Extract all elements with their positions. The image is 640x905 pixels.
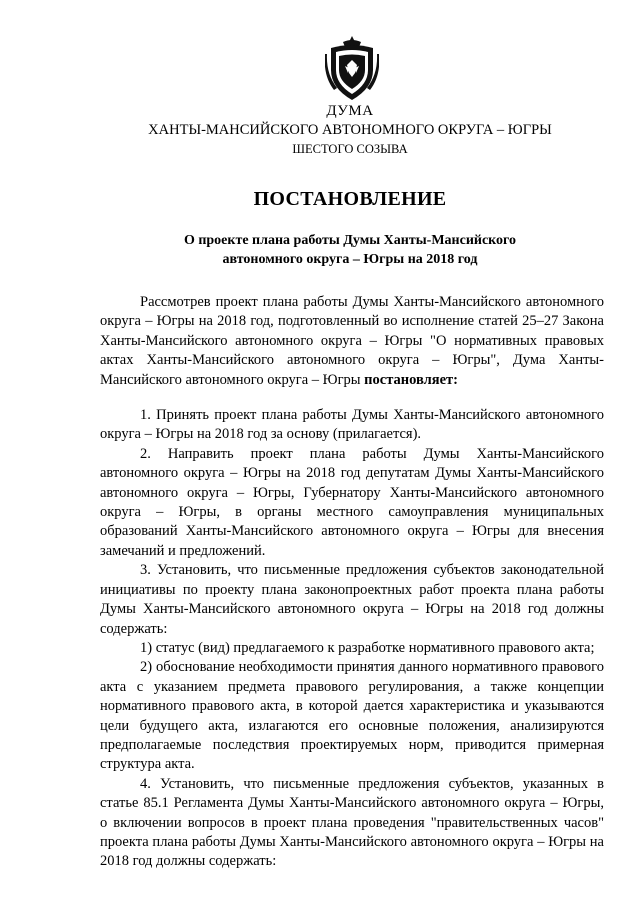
document-subject — [0, 231, 640, 269]
paragraph-1: 1. Принять проект плана работы Думы Ханты-Мансийского автономного округа – Югры на 2018 год за основу (прилагается). — [100, 407, 604, 443]
okrug-title: ХАНТЫ-МАНСИЙСКОГО АВТОНОМНОГО ОКРУГА – ЮГРЫ — [148, 122, 552, 138]
paragraph-2: 2. Направить проект плана работы Думы Ханты-Мансийского автономного округа – Югры на 2018 год депутатам Думы Ханты-Мансийского автономного округа – Югры, Губернатору Ханты-Мансийского автономного округа – Югры, в органы местного самоуправления муниципальных образований Ханты-Мансийского автономного округа – Югры для внесения замечаний и предложений. — [100, 445, 604, 559]
duma-title: ДУМА — [326, 103, 374, 119]
document-body — [100, 293, 604, 872]
convocation-title: ШЕСТОГО СОЗЫВА — [292, 142, 408, 156]
subject-line-2: автономного округа – Югры на 2018 год — [222, 252, 478, 267]
paragraph-3-item-1: 1) статус (вид) предлагаемого к разработке нормативного правового акта; — [140, 639, 595, 656]
preamble-text: Рассмотрев проект плана работы Думы Ханты-Мансийского автономного округа – Югры на 2018 год, подготовленный во исполнение статей 25–27 Закона Ханты-Мансийского автономного округа – Югры "О нормативных правовых актах Ханты-Мансийского автономного округа – Югры", Дума Ханты-Мансийского автономного округа – Югры — [100, 294, 604, 388]
paragraph-3: 3. Установить, что письменные предложения субъектов законодательной инициативы по проекту плана законопроектных работ проекта плана работы Думы Ханты-Мансийского автономного округа – Югры на 2018 год должны содержать: — [100, 562, 604, 637]
coat-of-arms-emblem — [325, 34, 379, 102]
document-type-heading: ПОСТАНОВЛЕНИЕ — [253, 188, 447, 210]
preamble-paragraph — [100, 293, 604, 390]
paragraph-3-item-2: 2) обоснование необходимости принятия данного нормативного правового акта с указанием предмета правового регулирования, а также концепции нормативного правового акта, в которой дается характеристика и указываются цели будущего акта, излагаются его основные положения, анализируются предполагаемые последствия проектируемых норм, приводится примерная структура акта. — [100, 659, 604, 773]
preamble-resolves: постановляет: — [364, 371, 458, 388]
subject-line-1: О проекте плана работы Думы Ханты-Мансийского — [183, 233, 517, 248]
paragraph-4: 4. Установить, что письменные предложения субъектов, указанных в статье 85.1 Регламента Думы Ханты-Мансийского автономного округа – Югры, о включении вопросов в проект плана проведения "правительственных часов" проекта плана работы Думы Ханты-Мансийского автономного округа – Югры на 2018 год должны содержать: — [100, 775, 604, 870]
